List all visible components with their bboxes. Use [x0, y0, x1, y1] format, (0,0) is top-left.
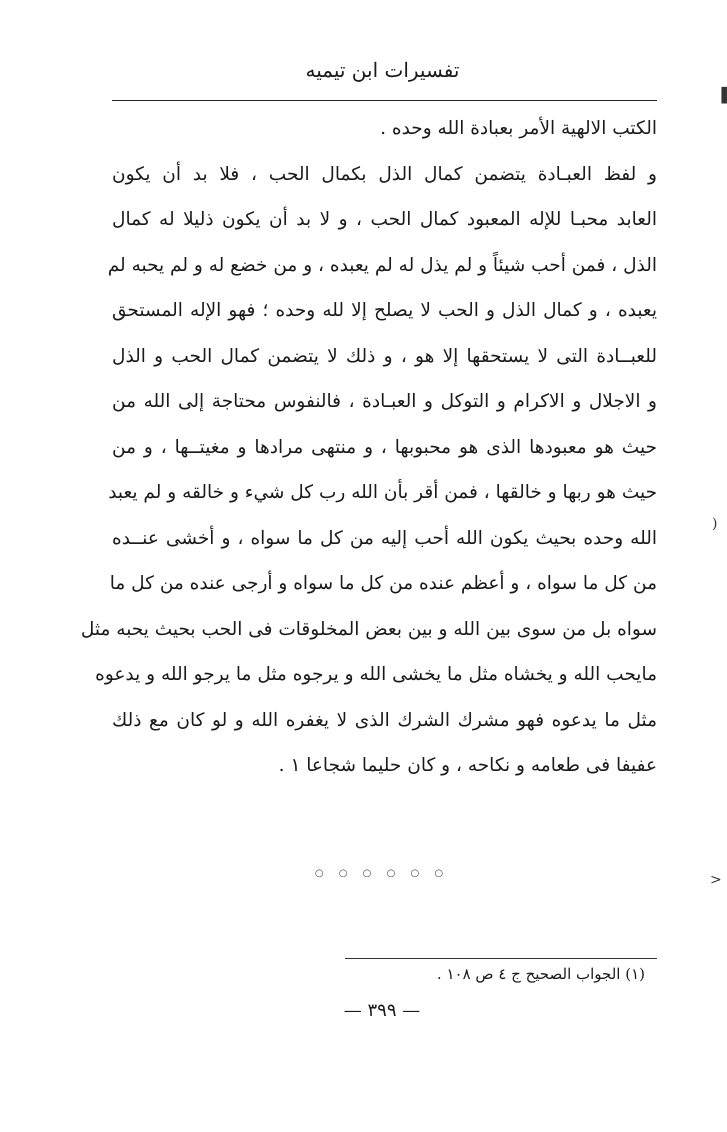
- text-line: مايحب الله و يخشاه مثل ما يخشى الله و يرجوه مثل ما يرجو الله و يدعوه: [95, 664, 657, 685]
- margin-mark-icon: ): [712, 516, 718, 532]
- text-line: يعبده ، و كمال الذل و الحب لا يصلح إلا لله وحده ؛ فهو الإله المستحق: [112, 300, 657, 321]
- text-line: سواه بل من سوى بين الله و بين بعض المخلوقات فى الحب بحيث يحبه مثل: [80, 618, 657, 640]
- text-line: عفيفا فى طعامه و نكاحه ، و كان حليما شجاعا ١ .: [278, 755, 657, 776]
- footnote: (١) الجواب الصحيح ج ٤ ص ١٠٨ .: [436, 965, 645, 983]
- text-line: و الاجلال و الاكرام و التوكل و العبـادة ، فالنفوس محتاجة إلى الله من: [112, 391, 657, 412]
- text-line: الله وحده بحيث يكون الله أحب إليه من كل ما سواه ، و أخشى عنــده: [112, 527, 657, 549]
- page-number: — ٣٩٩ —: [343, 1000, 421, 1021]
- running-header-title: تفسيرات ابن تيميه: [305, 58, 460, 82]
- text-line: العابد محبـا للإله المعبود كمال الحب ، و لا بد أن يكون ذليلا له كمال: [112, 209, 657, 230]
- text-line: حيث هو معبودها الذى هو محبوبها ، و منتهى مرادها و مغيتــها ، و من: [112, 436, 657, 458]
- text-line: الذل ، فمن أحب شيئاً و لم يذل له لم يعبده ، و من خضع له و لم يحبه لم: [107, 254, 657, 276]
- text-line: و لفظ العبـادة يتضمن كمال الذل بكمال الحب ، فلا بد أن يكون: [112, 163, 657, 185]
- text-line: للعبــادة التى لا يستحقها إلا هو ، و ذلك لا يتضمن كمال الحب و الذل: [112, 345, 657, 367]
- header-divider: [112, 100, 657, 101]
- text-line: حيث هو ربها و خالقها ، فمن أقر بأن الله رب كل شيء و خالقه و لم يعبد: [108, 482, 657, 503]
- text-line: الكتب الالهية الأمر بعبادة الله وحده .: [380, 118, 657, 139]
- section-ornament: ○ ○ ○ ○ ○ ○: [314, 868, 450, 879]
- text-line: من كل ما سواه ، و أعظم عنده من كل ما سواه و أرجى عنده من كل ما: [109, 573, 657, 594]
- footnote-divider: [345, 958, 657, 959]
- body-text: [80, 106, 657, 789]
- margin-mark-icon: ▐: [716, 88, 727, 104]
- text-line: مثل ما يدعوه فهو مشرك الشرك الذى لا يغفره الله و لو كان مع ذلك: [112, 709, 657, 731]
- margin-mark-icon: >: [710, 872, 722, 888]
